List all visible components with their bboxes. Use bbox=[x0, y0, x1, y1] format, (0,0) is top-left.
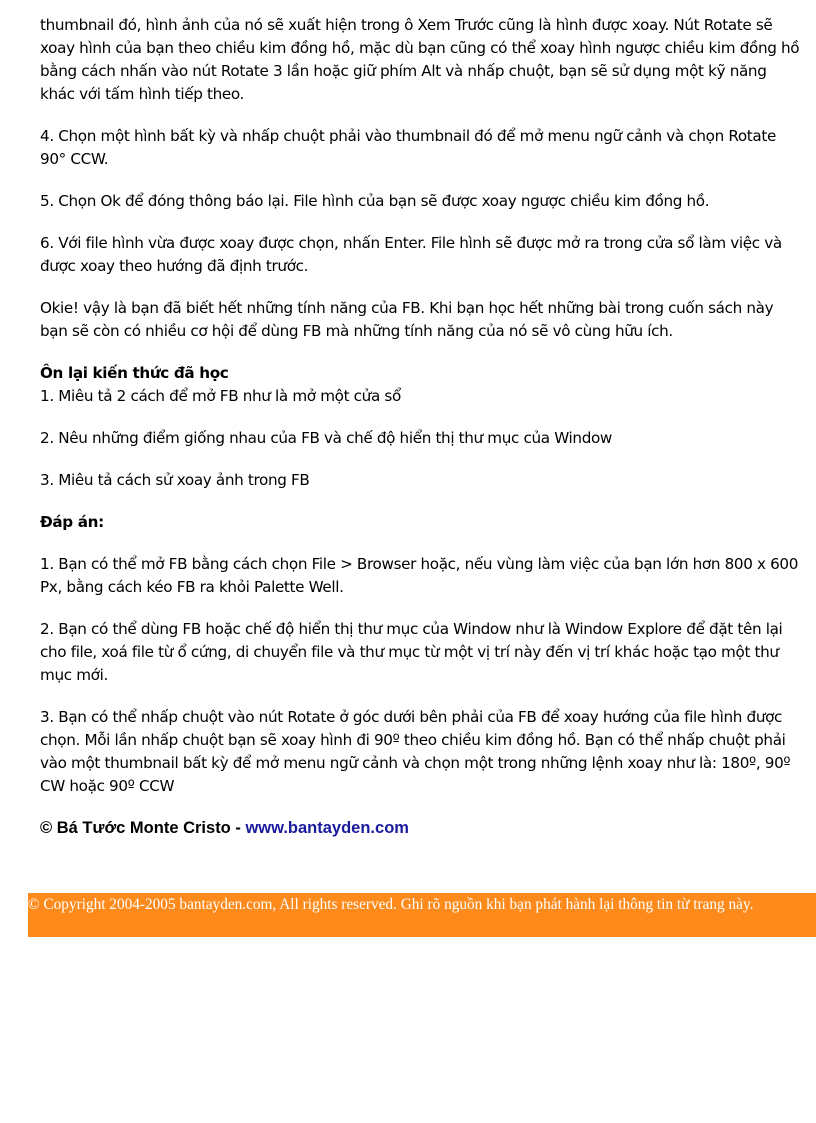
answer-2: 2. Bạn có thể dùng FB hoặc chế độ hiển thị thư mục của Window như là Window Explore để đặt tên lại cho file, xoá file từ ổ cứng, di chuyển file và thư mục từ một vị trí này đến vị trí khác hoặc tạo một thư mục mới. bbox=[40, 620, 783, 684]
step-4: 4. Chọn một hình bất kỳ và nhấp chuột phải vào thumbnail đó để mở menu ngữ cảnh và chọn Rotate 90° CCW. bbox=[40, 127, 776, 168]
copyright-banner bbox=[28, 893, 816, 937]
review-question-1: 1. Miêu tả 2 cách để mở FB như là mở một cửa sổ bbox=[40, 387, 401, 405]
answer-3: 3. Bạn có thể nhấp chuột vào nút Rotate ở góc dưới bên phải của FB để xoay hướng của file hình được chọn. Mỗi lần nhấp chuột bạn sẽ xoay hình đi 90º theo chiều kim đồng hồ. Bạn có thể nhấp chuột phải vào một thumbnail bất kỳ để mở menu ngữ cảnh và chọn một trong những lệnh xoay như là: 180º, 90º CW hoặc 90º CCW bbox=[40, 708, 791, 795]
document-body bbox=[40, 14, 800, 839]
review-heading: Ôn lại kiến thức đã học bbox=[40, 364, 229, 382]
paragraph-summary: Okie! vậy là bạn đã biết hết những tính năng của FB. Khi bạn học hết những bài trong cuốn sách này bạn sẽ còn có nhiều cơ hội để dùng FB mà những tính năng của nó sẽ vô cùng hữu ích. bbox=[40, 299, 774, 340]
copyright-text: © Copyright 2004-2005 bantayden.com, All rights reserved. Ghi rõ nguồn khi bạn phát hành lại thông tin từ trang này. bbox=[28, 896, 754, 913]
paragraph-rotate-intro: thumbnail đó, hình ảnh của nó sẽ xuất hiện trong ô Xem Trước cũng là hình được xoay. Nút Rotate sẽ xoay hình của bạn theo chiều kim đồng hồ, mặc dù bạn cũng có thể xoay hình ngược chiều kim đồng hồ bằng cách nhấn vào nút Rotate 3 lần hoặc giữ phím Alt và nhấp chuột, bạn sẽ sử dụng một kỹ năng khác với tấm hình tiếp theo. bbox=[40, 16, 800, 103]
step-6: 6. Với file hình vừa được xoay được chọn, nhấn Enter. File hình sẽ được mở ra trong cửa sổ làm việc và được xoay theo hướng đã định trước. bbox=[40, 234, 782, 275]
author-credit bbox=[40, 817, 800, 839]
step-5: 5. Chọn Ok để đóng thông báo lại. File hình của bạn sẽ được xoay ngược chiều kim đồng hồ. bbox=[40, 192, 710, 210]
review-question-3: 3. Miêu tả cách sử xoay ảnh trong FB bbox=[40, 471, 310, 489]
author-name: © Bá Tước Monte Cristo - bbox=[40, 819, 246, 837]
answer-1: 1. Bạn có thể mở FB bằng cách chọn File > Browser hoặc, nếu vùng làm việc của bạn lớn hơn 800 x 600 Px, bằng cách kéo FB ra khỏi Palette Well. bbox=[40, 555, 799, 596]
review-question-2: 2. Nêu những điểm giống nhau của FB và chế độ hiển thị thư mục của Window bbox=[40, 429, 612, 447]
answers-heading: Đáp án: bbox=[40, 513, 104, 531]
site-link[interactable]: www.bantayden.com bbox=[245, 819, 409, 837]
